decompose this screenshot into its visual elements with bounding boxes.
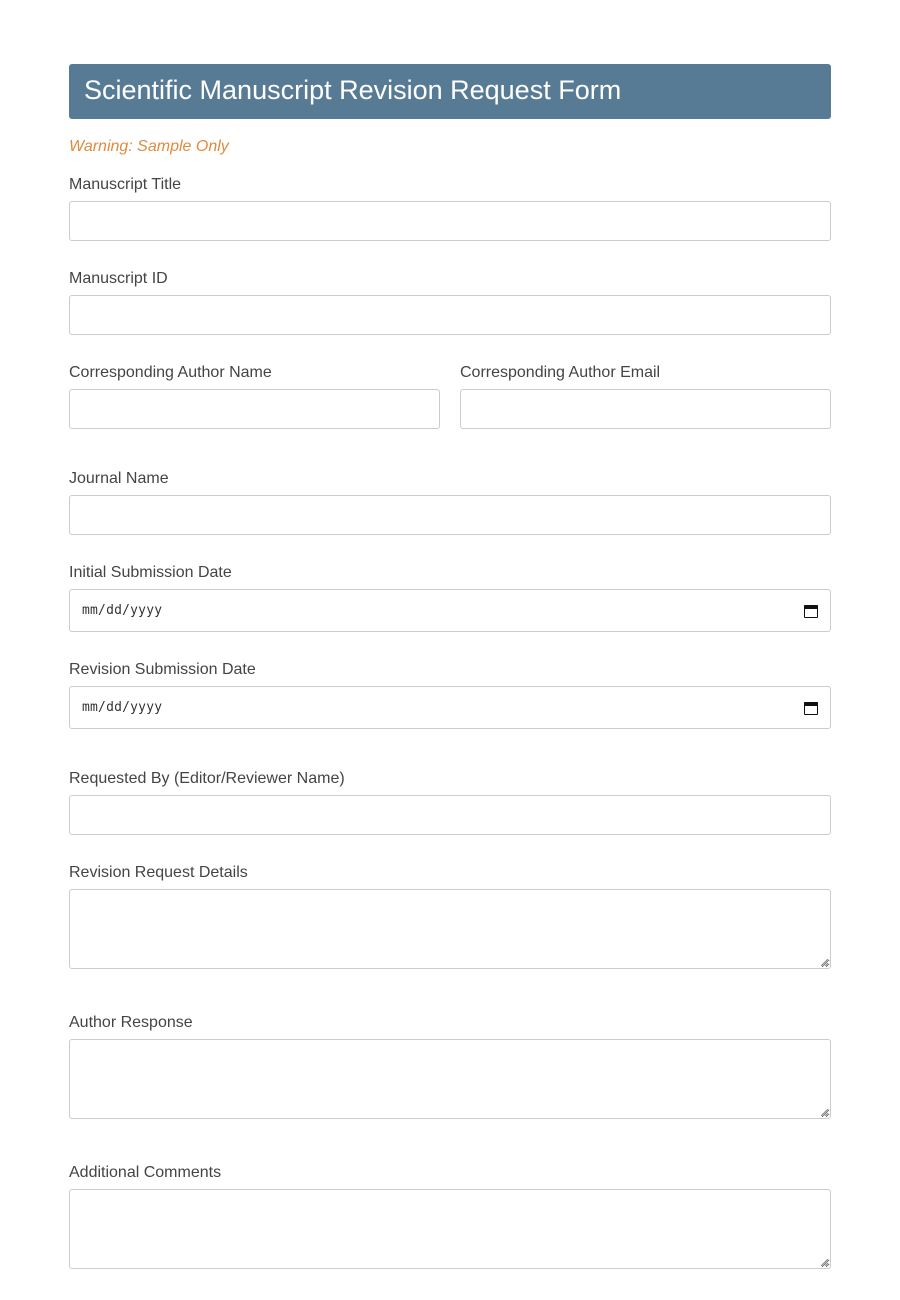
requested-by-group	[69, 770, 831, 835]
author-row	[69, 364, 831, 429]
revision-date-label: Revision Submission Date	[69, 661, 256, 678]
additional-comments-group	[69, 1164, 831, 1269]
author-response-group	[69, 1014, 831, 1119]
revision-details-group	[69, 864, 831, 969]
calendar-icon[interactable]	[804, 604, 818, 618]
manuscript-title-label: Manuscript Title	[69, 176, 182, 193]
manuscript-title-input[interactable]	[69, 201, 831, 241]
initial-date-input[interactable]	[69, 589, 831, 632]
form-title: Scientific Manuscript Revision Request Form	[84, 75, 622, 105]
manuscript-id-group	[69, 270, 831, 335]
sample-warning: Warning: Sample Only	[69, 138, 229, 155]
journal-name-group	[69, 470, 831, 535]
revision-date-group	[69, 661, 831, 729]
author-name-input[interactable]	[69, 389, 440, 429]
initial-date-label: Initial Submission Date	[69, 564, 232, 581]
journal-name-label: Journal Name	[69, 470, 169, 487]
manuscript-id-label: Manuscript ID	[69, 270, 168, 287]
author-response-label: Author Response	[69, 1014, 193, 1031]
additional-comments-label: Additional Comments	[69, 1164, 222, 1181]
revision-details-label: Revision Request Details	[69, 864, 248, 881]
journal-name-input[interactable]	[69, 495, 831, 535]
calendar-icon[interactable]	[804, 701, 818, 715]
revision-date-placeholder: mm/dd/yyyy	[82, 700, 163, 715]
revision-date-input[interactable]	[69, 686, 831, 729]
additional-comments-textarea[interactable]	[69, 1189, 831, 1269]
manuscript-title-group	[69, 176, 831, 241]
author-email-group	[460, 364, 831, 429]
revision-request-form	[69, 64, 831, 1269]
author-email-input[interactable]	[460, 389, 831, 429]
manuscript-id-input[interactable]	[69, 295, 831, 335]
author-name-label: Corresponding Author Name	[69, 364, 272, 381]
revision-details-textarea[interactable]	[69, 889, 831, 969]
author-email-label: Corresponding Author Email	[460, 364, 661, 381]
form-header	[69, 64, 831, 119]
requested-by-label: Requested By (Editor/Reviewer Name)	[69, 770, 345, 787]
requested-by-input[interactable]	[69, 795, 831, 835]
initial-date-group	[69, 564, 831, 632]
initial-date-placeholder: mm/dd/yyyy	[82, 603, 163, 618]
author-name-group	[69, 364, 440, 429]
author-response-textarea[interactable]	[69, 1039, 831, 1119]
